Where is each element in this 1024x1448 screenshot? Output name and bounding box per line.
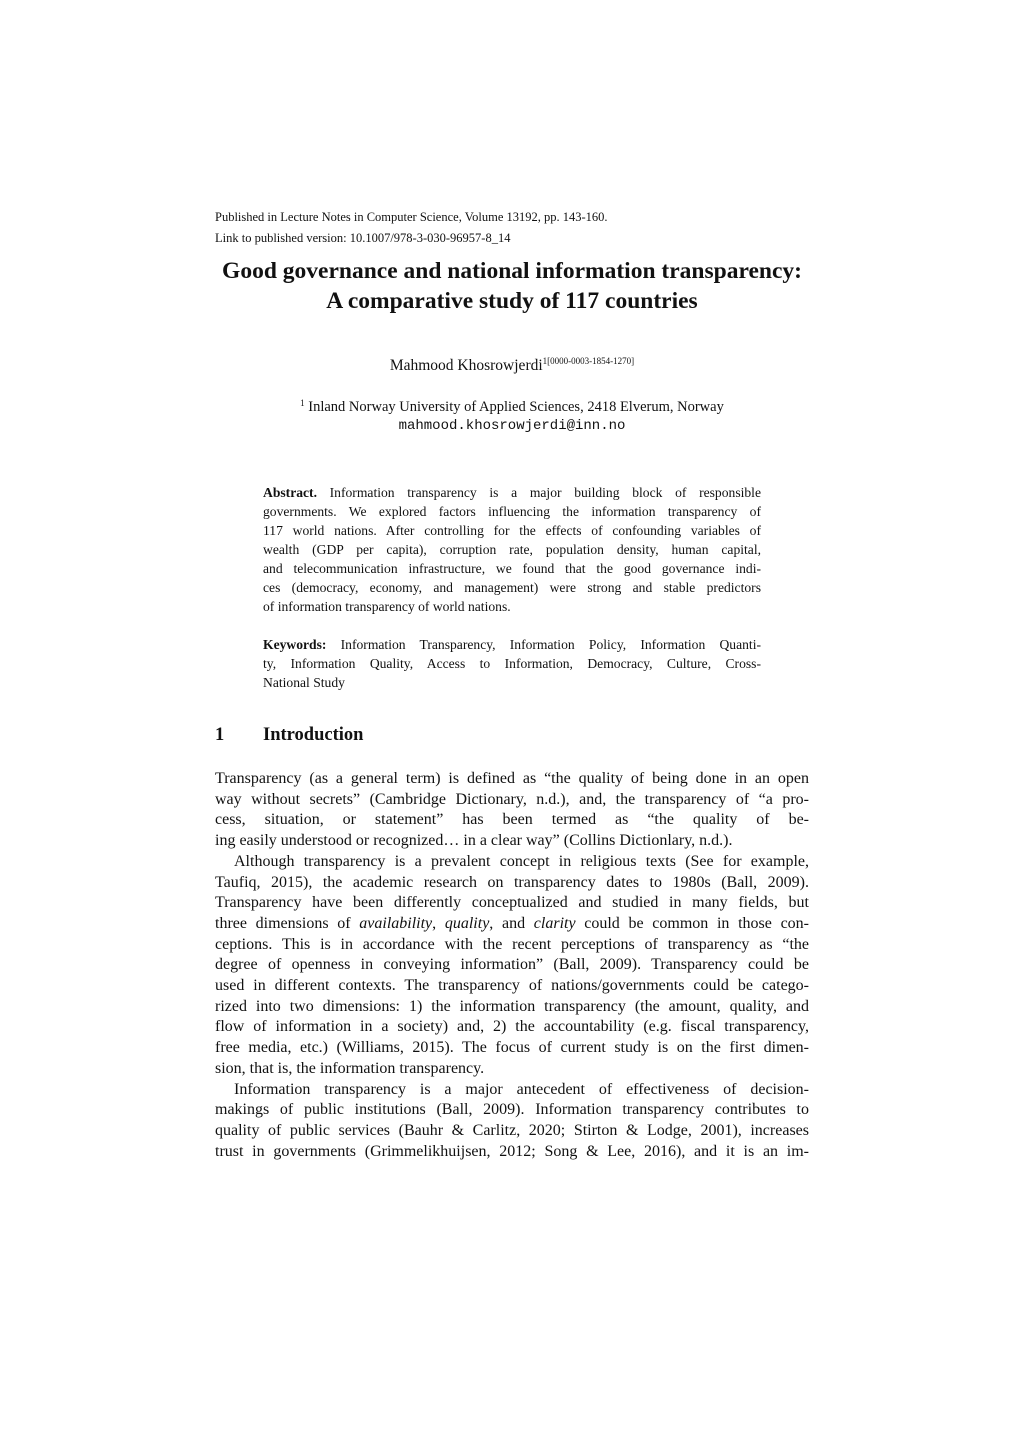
text-segment: three dimensions of	[215, 914, 360, 932]
text-line: makings of public institutions (Ball, 2009). Information transparency contributes to	[215, 1101, 809, 1119]
text-segment: Keywords:	[263, 637, 327, 652]
affiliation-text: Inland Norway University of Applied Sciences, 2418 Elverum, Norway	[308, 399, 724, 415]
paragraph	[215, 852, 809, 1080]
author-name: Mahmood Khosrowjerdi	[389, 357, 543, 374]
title-line-2: A comparative study of 117 countries	[326, 288, 698, 314]
text-line: wealth (GDP per capita), corruption rate, population density, human capital,	[263, 542, 761, 557]
paper-title	[0, 256, 1024, 316]
author-orcid: 1[0000-0003-1854-1270]	[542, 356, 635, 366]
text-line: sion, that is, the information transparency.	[215, 1059, 485, 1077]
text-line: and telecommunication infrastructure, we found that the good governance indi-	[263, 561, 761, 576]
text-line: cess, situation, or statement” has been termed as “the quality of be-	[215, 811, 809, 829]
text-segment: ,	[432, 914, 445, 932]
text-line: rized into two dimensions: 1) the information transparency (the amount, quality, and	[215, 997, 809, 1015]
publication-line: Published in Lecture Notes in Computer Science, Volume 13192, pp. 143-160.	[215, 210, 608, 224]
author	[0, 356, 1024, 375]
text-line: Taufiq, 2015), the academic research on transparency dates to 1980s (Ball, 2009).	[215, 873, 809, 891]
text-line: ty, Information Quality, Access to Information, Democracy, Culture, Cross-	[263, 656, 761, 671]
text-line	[263, 635, 761, 654]
text-line: flow of information in a society) and, 2) the accountability (e.g. fiscal transparency,	[215, 1018, 809, 1036]
text-line	[215, 914, 809, 935]
paragraph	[215, 769, 809, 852]
text-line: trust in governments (Grimmelikhuijsen, 2012; Song & Lee, 2016), and it is an im-	[215, 1142, 809, 1160]
text-line: Transparency have been differently conceptualized and studied in many fields, but	[215, 894, 809, 912]
text-line: 117 world nations. After controlling for the effects of confounding variables of	[263, 523, 761, 538]
abstract	[263, 483, 761, 616]
doi-line: Link to published version: 10.1007/978-3-030-96957-8_14	[215, 231, 511, 245]
text-line: governments. We explored factors influencing the information transparency of	[263, 504, 761, 519]
text-line: degree of openness in conveying information” (Ball, 2009). Transparency could be	[215, 956, 809, 974]
text-line: quality of public services (Bauhr & Carlitz, 2020; Stirton & Lodge, 2001), increases	[215, 1121, 809, 1139]
section-heading	[215, 725, 363, 746]
text-segment: could be common in those con-	[575, 914, 810, 932]
text-line: National Study	[263, 675, 345, 690]
publication-note	[215, 207, 608, 249]
text-segment: availability	[359, 914, 433, 932]
section-title: Introduction	[263, 725, 364, 745]
affiliation-marker: 1	[300, 398, 305, 408]
title-line-1: Good governance and national information transparency:	[222, 258, 802, 284]
text-line: Information transparency is a major antecedent of effectiveness of decision-	[234, 1080, 809, 1098]
text-segment: clarity	[533, 914, 576, 932]
text-segment: Information transparency is a major building block of responsible	[316, 485, 761, 500]
text-line: Transparency (as a general term) is defined as “the quality of being done in an open	[215, 770, 809, 787]
text-line: ing easily understood or recognized… in a clear way” (Collins Dictionlary, n.d.).	[215, 832, 733, 850]
text-segment: Abstract.	[263, 485, 317, 500]
text-line: way without secrets” (Cambridge Dictionary, n.d.), and, the transparency of “a pro-	[215, 790, 809, 808]
text-segment: , and	[489, 914, 534, 932]
keywords	[263, 635, 761, 692]
author-email: mahmood.khosrowjerdi@inn.no	[398, 418, 626, 434]
text-line: of information transparency of world nations.	[263, 599, 511, 614]
body-text	[215, 769, 809, 1162]
text-line	[263, 483, 761, 502]
text-line: Although transparency is a prevalent concept in religious texts (See for example,	[234, 852, 809, 870]
text-line: used in different contexts. The transparency of nations/governments could be catego-	[215, 977, 809, 995]
text-segment: Information Transparency, Information Policy, Information Quanti-	[326, 637, 761, 652]
text-segment: quality	[444, 914, 490, 932]
text-line: free media, etc.) (Williams, 2015). The focus of current study is on the first dimen-	[215, 1039, 809, 1057]
text-line: ceptions. This is in accordance with the recent perceptions of transparency as “the	[215, 935, 809, 953]
text-line: ces (democracy, economy, and management) were strong and stable predictors	[263, 580, 761, 595]
paragraph	[215, 1080, 809, 1163]
affiliation	[0, 394, 1024, 436]
section-number: 1	[215, 725, 225, 745]
